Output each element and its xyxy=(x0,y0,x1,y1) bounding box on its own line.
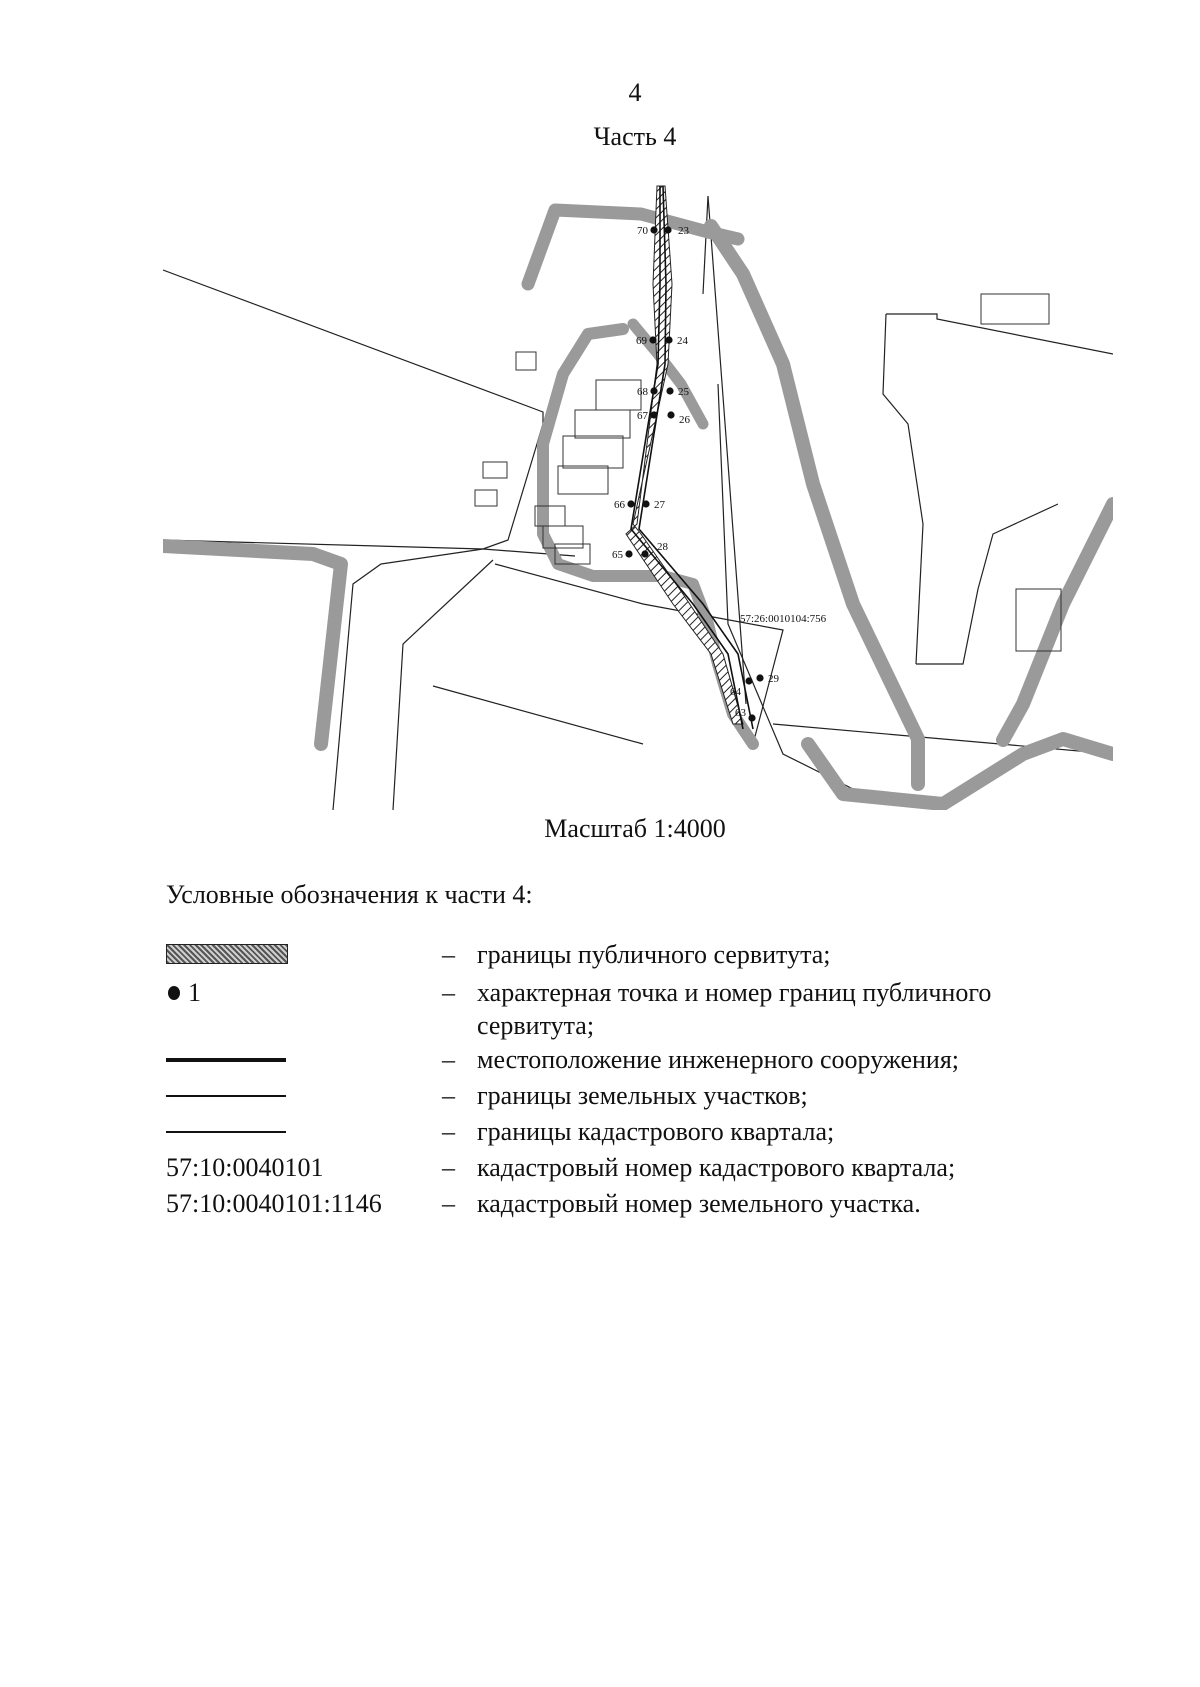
boundary-point-number: 27 xyxy=(654,499,665,511)
boundary-point-number: 28 xyxy=(657,541,668,553)
boundary-point-number: 64 xyxy=(730,686,741,698)
boundary-point-number: 25 xyxy=(678,386,689,398)
hatch-pattern-swatch xyxy=(166,944,288,964)
boundary-point-marker xyxy=(664,226,671,233)
boundary-point-number: 26 xyxy=(679,414,690,426)
boundary-point-marker xyxy=(625,550,632,557)
boundary-point-number: 70 xyxy=(637,225,648,237)
legend-description: кадастровый номер кадастрового квартала; xyxy=(477,1153,956,1182)
page-number: 4 xyxy=(628,78,642,107)
legend-dash: – xyxy=(442,1189,455,1218)
legend-description: границы публичного сервитута; xyxy=(477,940,831,969)
boundary-point-marker xyxy=(650,387,657,394)
boundary-point-number: 23 xyxy=(678,225,689,237)
legend-dash: – xyxy=(442,1081,455,1110)
boundary-point-number: 63 xyxy=(735,707,746,719)
legend-dash: – xyxy=(442,1045,455,1074)
legend-description: границы кадастрового квартала; xyxy=(477,1117,835,1146)
part-title: Часть 4 xyxy=(593,122,677,151)
boundary-point-marker xyxy=(667,411,674,418)
boundary-point-number: 67 xyxy=(637,410,648,422)
boundary-point-number: 66 xyxy=(614,499,625,511)
thin-line-swatch xyxy=(166,1131,286,1133)
legend-description: местоположение инженерного сооружения; xyxy=(477,1045,960,1074)
boundary-point-marker xyxy=(642,500,649,507)
boundary-point-number: 65 xyxy=(612,549,623,561)
boundary-point-marker xyxy=(650,411,657,418)
legend-title: Условные обозначения к части 4: xyxy=(166,880,533,909)
boundary-point-number: 68 xyxy=(637,386,648,398)
quarter-code-sample: 57:10:0040101 xyxy=(166,1153,324,1182)
thin-line-swatch xyxy=(166,1095,286,1097)
boundary-point-marker xyxy=(745,677,752,684)
map-scale: Масштаб 1:4000 xyxy=(544,814,726,843)
legend-dash: – xyxy=(442,1153,455,1182)
boundary-point-marker xyxy=(748,714,755,721)
boundary-point-marker xyxy=(627,500,634,507)
point-marker-icon xyxy=(168,986,180,1000)
boundary-point-marker xyxy=(649,336,656,343)
legend-dash: – xyxy=(442,978,455,1007)
point-sample-number: 1 xyxy=(188,978,201,1007)
boundary-point-number: 29 xyxy=(768,673,779,685)
boundary-point-marker xyxy=(756,674,763,681)
legend-dash: – xyxy=(442,1117,455,1146)
boundary-point-marker xyxy=(666,387,673,394)
plot-code-sample: 57:10:0040101:1146 xyxy=(166,1189,382,1218)
boundary-point-marker xyxy=(650,226,657,233)
legend-description: кадастровый номер земельного участка. xyxy=(477,1189,921,1218)
legend-description: границы земельных участков; xyxy=(477,1081,808,1110)
parcel-cadastral-label: 57:26:0010104:756 xyxy=(740,613,827,625)
boundary-point-marker xyxy=(665,336,672,343)
boundary-point-number: 69 xyxy=(636,335,647,347)
legend-description: характерная точка и номер границ публичного сервитута; xyxy=(477,978,992,1040)
building-footprints xyxy=(475,294,1061,651)
thick-line-swatch xyxy=(166,1058,286,1062)
cadastral-map xyxy=(163,184,1113,810)
legend-dash: – xyxy=(442,940,455,969)
boundary-point-marker xyxy=(641,550,648,557)
boundary-point-number: 24 xyxy=(677,335,688,347)
